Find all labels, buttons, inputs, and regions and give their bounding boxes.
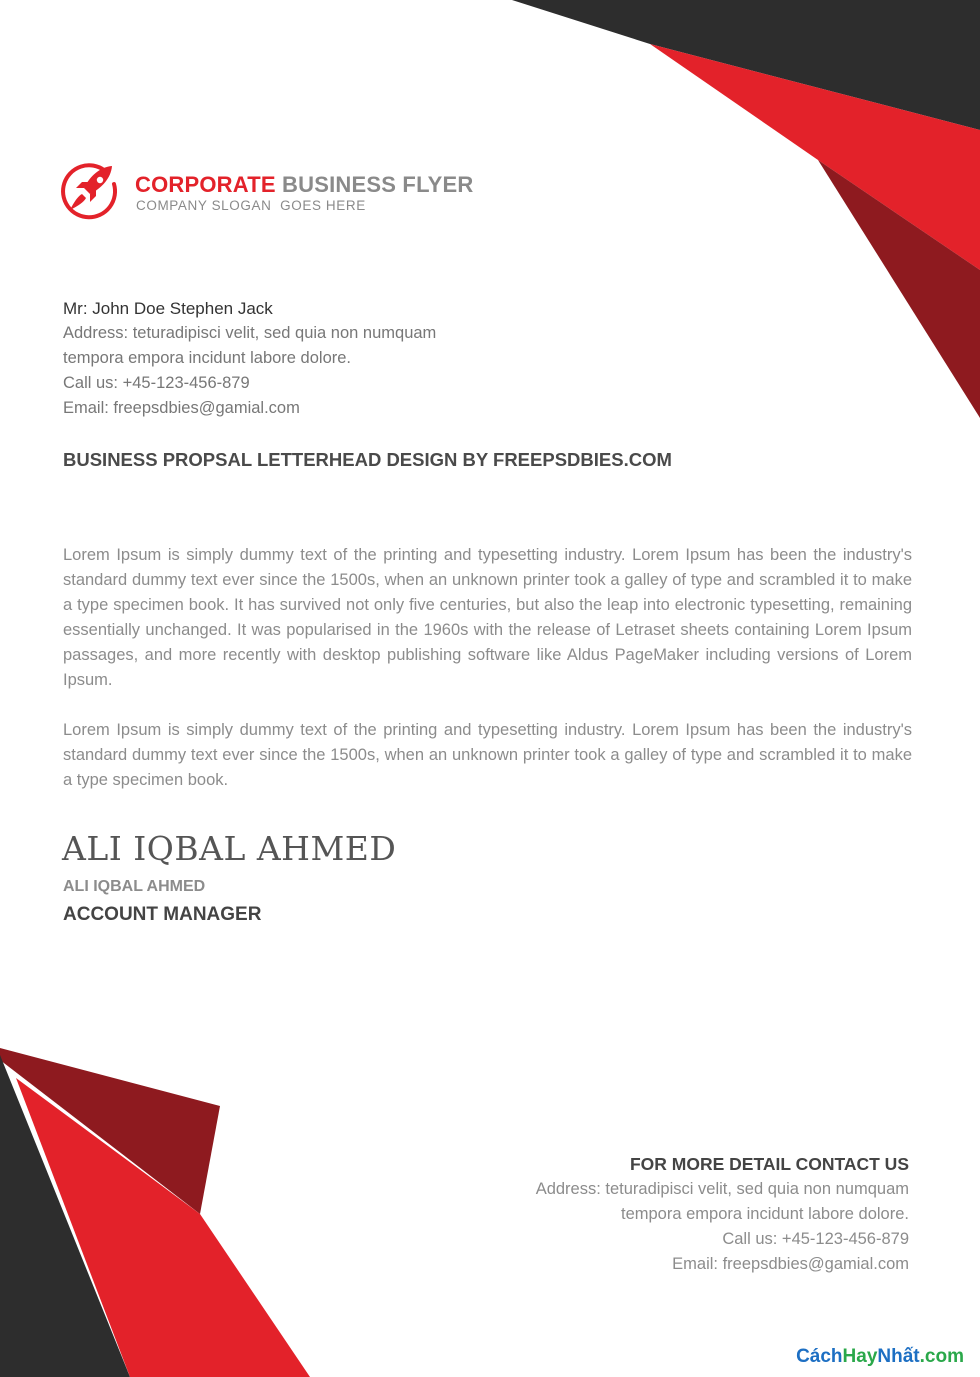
contact-block — [449, 1152, 909, 1277]
recipient-address-line2: tempora empora incidunt labore dolore. — [63, 349, 352, 367]
watermark-part-4: .com — [919, 1346, 964, 1367]
contact-address-line1: Address: teturadipisci velit, sed quia non numquam — [535, 1180, 909, 1198]
contact-email: Email: freepsdbies@gamial.com — [672, 1255, 909, 1273]
recipient-phone: Call us: +45-123-456-879 — [63, 374, 250, 392]
signature: ALI IQBAL AHMED — [62, 829, 397, 868]
signer-title: ACCOUNT MANAGER — [63, 904, 262, 925]
rocket-icon — [60, 158, 124, 222]
signer-name: ALI IQBAL AHMED — [63, 878, 206, 895]
watermark-part-1: Cách — [796, 1346, 843, 1367]
company-slogan: COMPANY SLOGAN GOES HERE — [136, 198, 366, 213]
recipient-name: Mr: John Doe Stephen Jack — [63, 299, 273, 318]
contact-phone: Call us: +45-123-456-879 — [722, 1230, 909, 1248]
recipient-address-line1: Address: teturadipisci velit, sed quia non numquam — [63, 324, 437, 342]
brand-title-main: CORPORATE — [135, 172, 276, 197]
recipient-block — [63, 296, 523, 421]
watermark — [796, 1346, 964, 1368]
watermark-part-3: Nhất — [877, 1346, 920, 1367]
brand-title-secondary: BUSINESS FLYER — [282, 172, 474, 197]
watermark-part-2: Hay — [842, 1346, 878, 1367]
top-dark-shape — [512, 0, 980, 130]
subject-heading: BUSINESS PROPSAL LETTERHEAD DESIGN BY FREEPSDBIES.COM — [63, 449, 672, 470]
contact-heading: FOR MORE DETAIL CONTACT US — [629, 1154, 909, 1174]
contact-address-line2: tempora empora incidunt labore dolore. — [620, 1205, 909, 1223]
brand-title — [135, 172, 474, 198]
body-paragraph-1: Lorem Ipsum is simply dummy text of the printing and typesetting industry. Lorem Ipsum has been the industry's standard dummy text ever since the 1500s, when an unknown printer took a galley of type and scrambled it to make a type specimen book. It has survived not only five centuries, but also the leap into electronic typesetting, remaining essentially unchanged. It was popularised in the 1960s with the release of Letraset sheets containing Lorem Ipsum passages, and more recently with desktop publishing software like Aldus PageMaker including versions of Lorem Ipsum. — [63, 546, 912, 689]
body-paragraph-2: Lorem Ipsum is simply dummy text of the printing and typesetting industry. Lorem Ipsum has been the industry's standard dummy text ever since the 1500s, when an unknown printer took a galley of type and scrambled it to make a type specimen book. — [63, 721, 912, 789]
recipient-email: Email: freepsdbies@gamial.com — [63, 399, 300, 417]
